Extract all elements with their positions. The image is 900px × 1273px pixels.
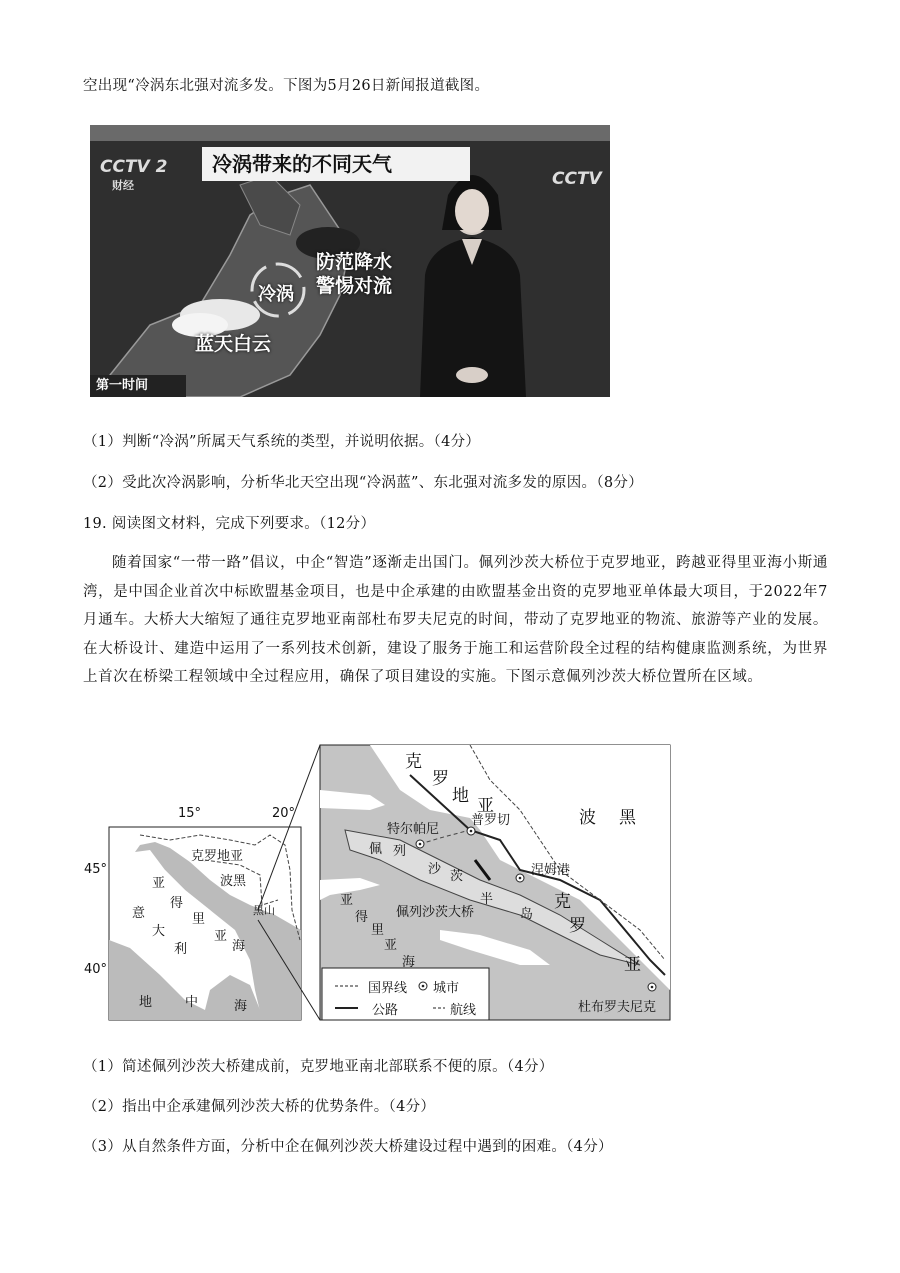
inset-med: 中	[185, 995, 199, 1010]
detail-adriatic: 里	[371, 923, 385, 938]
detail-croatia: 罗	[432, 769, 449, 789]
inset-italy: 大	[152, 924, 166, 939]
peljesac-label: 茨	[450, 869, 464, 884]
q19-paragraph: 随着国家“一带一路”倡议，中企“智造”逐渐走出国门。佩列沙茨大桥位于克罗地亚，跨越亚得里亚海小斯通湾，是中国企业首次中标欧盟基金项目，也是中企承建的由欧盟基金出资的克罗地亚单体最大项目，于2022年7月通车。大桥大大缩短了通往克罗地亚南部杜布罗夫尼克的时间，带动了克罗地亚的物流、旅游等产业的发展。在大桥设计、建造中运用了一系列技术创新，建设了服务于施工和运营阶段全过程的结构健康监测系统，为世界上首次在桥梁工程领域中全过程应用，确保了项目建设的实施。下图示意佩列沙茨大桥位置所在区域。	[83, 555, 828, 686]
city-dubrovnik: 杜布罗夫尼克	[578, 1000, 657, 1015]
vortex-label: 冷涡	[258, 284, 294, 305]
detail-adriatic: 亚	[384, 938, 398, 953]
peninsula-label: 岛	[520, 907, 534, 922]
detail-bih: 黑	[619, 808, 636, 828]
lon-20: 20°	[272, 806, 296, 821]
program-name: 第一时间	[90, 375, 186, 397]
detail-croatia-south: 罗	[569, 916, 586, 936]
legend-city: 城市	[433, 981, 460, 996]
inset-bih: 波黑	[220, 874, 247, 889]
q19-sub1: （1）简述佩列沙茨大桥建成前，克罗地亚南北部联系不便的原。（4分）	[83, 1059, 554, 1075]
q19-sub2: （2）指出中企承建佩列沙茨大桥的优势条件。（4分）	[83, 1099, 436, 1115]
city-trpanj: 特尔帕尼	[387, 822, 440, 837]
q18-sub2: （2）受此次冷涡影响，分析华北天空出现“冷涡蓝”、东北强对流多发的原因。（8分）	[83, 475, 644, 491]
inset-adriatic: 亚	[214, 929, 228, 944]
detail-adriatic: 海	[402, 955, 416, 970]
inset-med: 海	[234, 999, 248, 1014]
warning-line2: 警惕对流	[316, 275, 393, 297]
peljesac-label: 列	[393, 844, 407, 859]
clear-sky-label: 蓝天白云	[195, 333, 272, 355]
q19-heading: 19. 阅读图文材料，完成下列要求。（12分）	[83, 516, 376, 532]
detail-bih: 波	[579, 808, 596, 828]
inset-adriatic: 得	[170, 896, 184, 911]
city-neum: 涅姆港	[531, 863, 571, 878]
warning-line1: 防范降水	[316, 251, 393, 273]
q18-sub1: （1）判断“冷涡”所属天气系统的类型，并说明依据。（4分）	[83, 434, 481, 450]
cctv-logo: CCTV	[552, 169, 602, 189]
detail-croatia-south: 亚	[624, 955, 641, 975]
inset-adriatic: 亚	[152, 876, 166, 891]
lat-45: 45°	[84, 862, 108, 877]
lat-40: 40°	[84, 962, 108, 977]
city-ploce: 普罗切	[471, 813, 511, 828]
inset-adriatic: 海	[232, 939, 246, 954]
peljesac-label: 佩	[369, 842, 383, 857]
cctv2-logo: CCTV 2	[100, 157, 168, 177]
detail-adriatic: 亚	[340, 893, 354, 908]
intro-line: 空出现“冷涡东北强对流多发。下图为5月26日新闻报道截图。	[83, 78, 490, 94]
detail-croatia: 地	[452, 786, 469, 806]
legend-route: 航线	[450, 1003, 477, 1018]
inset-croatia: 克罗地亚	[191, 849, 244, 864]
detail-croatia-south: 克	[554, 892, 571, 912]
channel-subtitle: 财经	[112, 179, 134, 192]
inset-montenegro: 黑山	[253, 904, 275, 917]
inset-adriatic: 里	[192, 912, 206, 927]
peninsula-label: 半	[480, 892, 494, 907]
bridge-label: 佩列沙茨大桥	[396, 905, 475, 920]
legend-road: 公路	[372, 1003, 399, 1018]
news-title: 冷涡带来的不同天气	[202, 147, 470, 181]
inset-med: 地	[139, 995, 153, 1010]
legend-border: 国界线	[368, 981, 408, 996]
detail-croatia: 亚	[477, 796, 494, 816]
lon-15: 15°	[178, 806, 202, 821]
inset-italy: 利	[174, 942, 188, 957]
detail-croatia: 克	[405, 752, 422, 772]
detail-adriatic: 得	[355, 910, 369, 925]
q19-sub3: （3）从自然条件方面，分析中企在佩列沙茨大桥建设过程中遇到的困难。（4分）	[83, 1139, 613, 1155]
peljesac-label: 沙	[428, 862, 442, 877]
inset-italy: 意	[132, 906, 146, 921]
